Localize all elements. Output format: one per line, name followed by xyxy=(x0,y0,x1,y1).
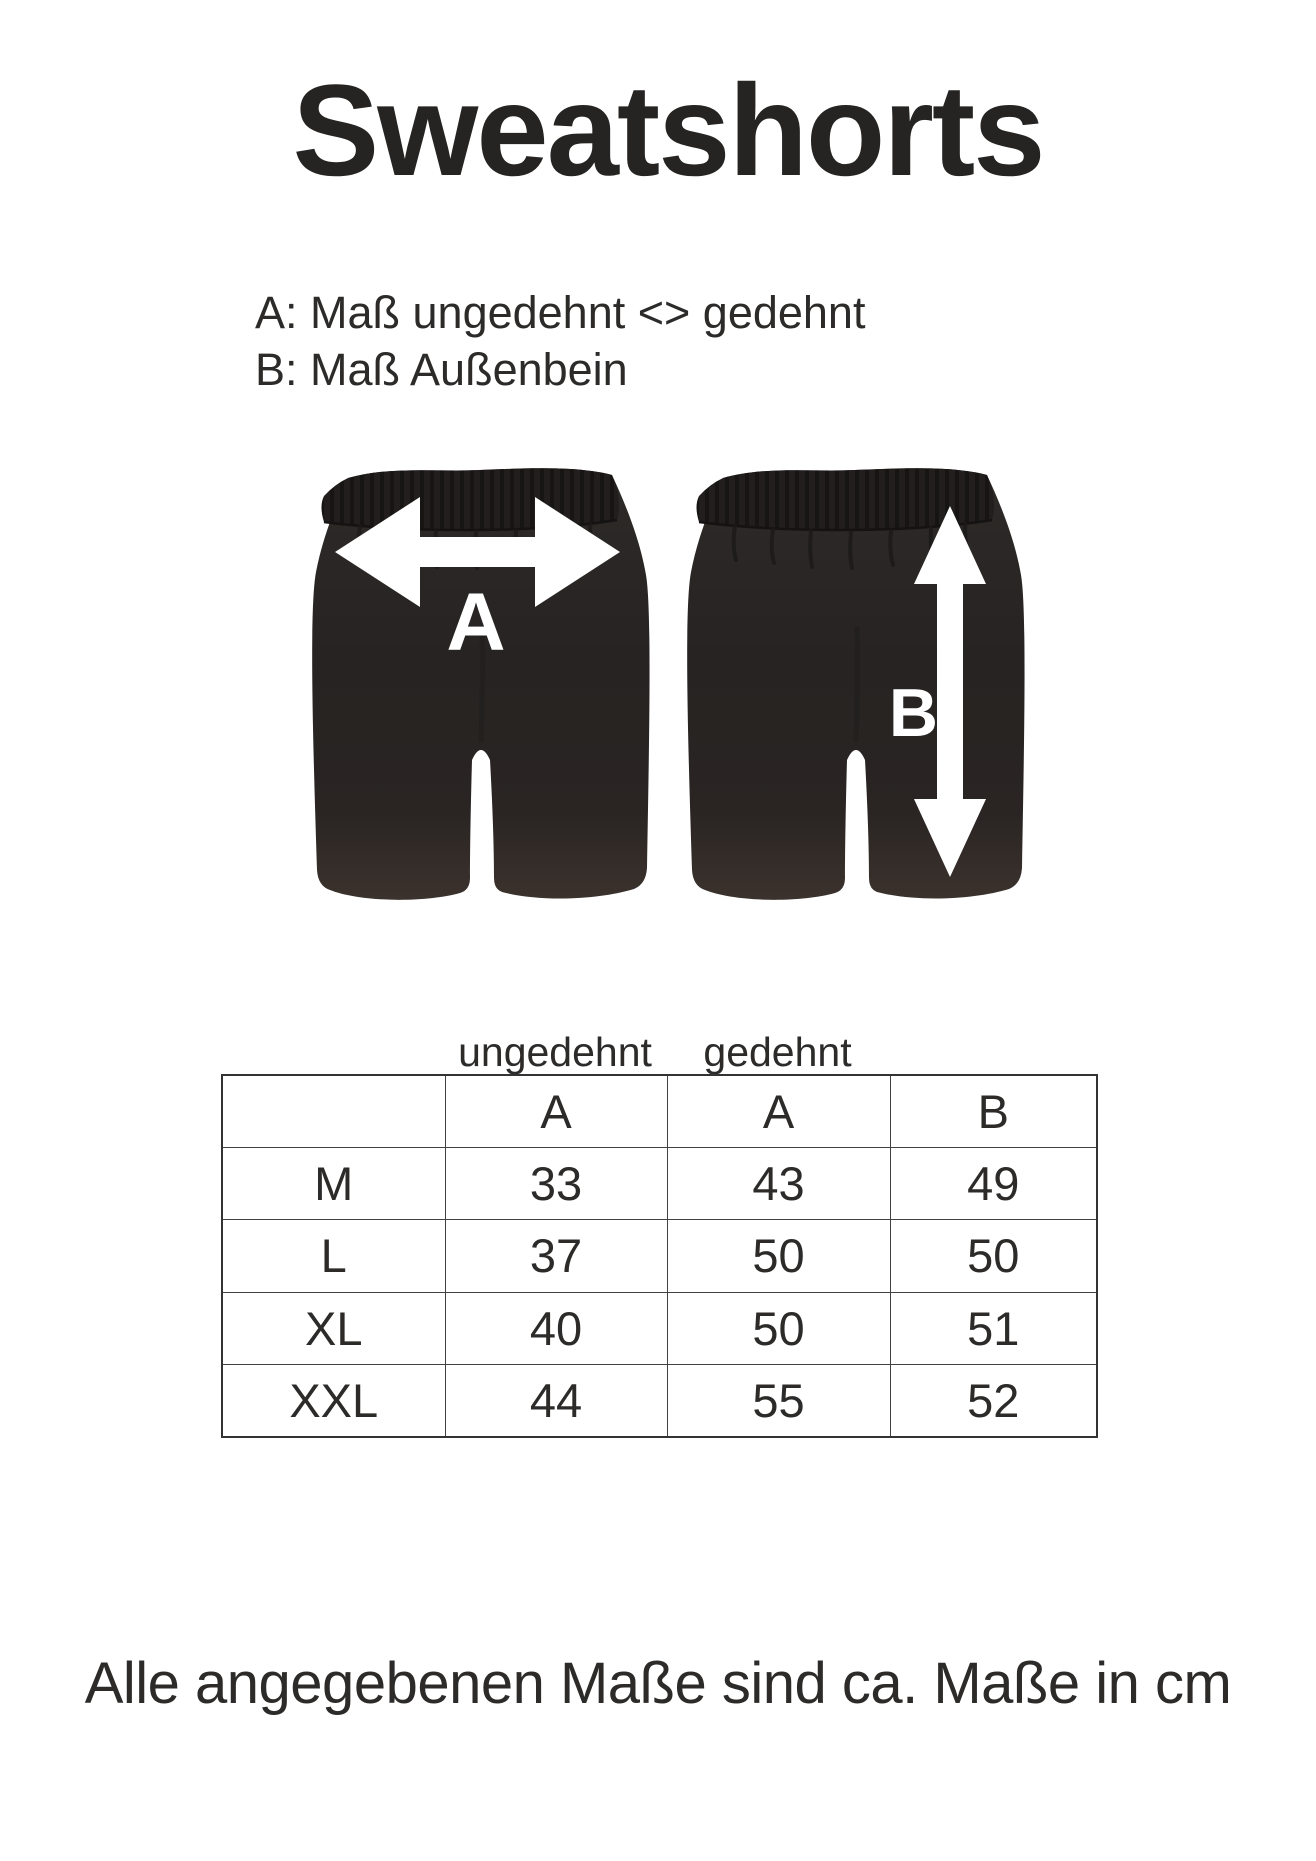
table-row xyxy=(222,1292,1097,1364)
value-cell: 44 xyxy=(445,1364,667,1437)
table-row xyxy=(222,1148,1097,1220)
table-row xyxy=(222,1364,1097,1437)
value-cell: 50 xyxy=(890,1220,1097,1292)
legend-line-a: A: Maß ungedehnt <> gedehnt xyxy=(255,287,866,338)
value-cell: 51 xyxy=(890,1292,1097,1364)
measurement-legend xyxy=(255,284,865,398)
shorts-diagram xyxy=(290,460,1050,920)
size-label: XL xyxy=(222,1292,445,1364)
size-label: M xyxy=(222,1148,445,1220)
value-cell: 33 xyxy=(445,1148,667,1220)
value-cell: 37 xyxy=(445,1220,667,1292)
value-cell: 55 xyxy=(667,1364,890,1437)
footer-note: Alle angegebenen Maße sind ca. Maße in cm xyxy=(84,1651,1232,1716)
table-group-header-gedehnt: gedehnt xyxy=(703,1029,852,1075)
shorts-illustration xyxy=(290,460,1050,920)
table-group-header-ungedehnt: ungedehnt xyxy=(458,1029,652,1075)
size-label: XXL xyxy=(222,1364,445,1437)
col-header-a-gedehnt: A xyxy=(667,1075,890,1148)
table-corner-cell xyxy=(222,1075,445,1148)
page-title: Sweatshorts xyxy=(292,57,1044,203)
col-header-b: B xyxy=(890,1075,1097,1148)
size-table xyxy=(221,1074,1098,1438)
value-cell: 43 xyxy=(667,1148,890,1220)
size-label: L xyxy=(222,1220,445,1292)
table-header-row xyxy=(222,1075,1097,1148)
legend-line-b: B: Maß Außenbein xyxy=(255,344,628,395)
value-cell: 50 xyxy=(667,1220,890,1292)
table-row xyxy=(222,1220,1097,1292)
col-header-a-ungedehnt: A xyxy=(445,1075,667,1148)
label-a: A xyxy=(446,577,506,668)
value-cell: 49 xyxy=(890,1148,1097,1220)
value-cell: 40 xyxy=(445,1292,667,1364)
label-b: B xyxy=(888,675,938,751)
value-cell: 50 xyxy=(667,1292,890,1364)
shorts-front-left xyxy=(312,468,649,900)
shorts-front-right xyxy=(687,468,1024,900)
value-cell: 52 xyxy=(890,1364,1097,1437)
